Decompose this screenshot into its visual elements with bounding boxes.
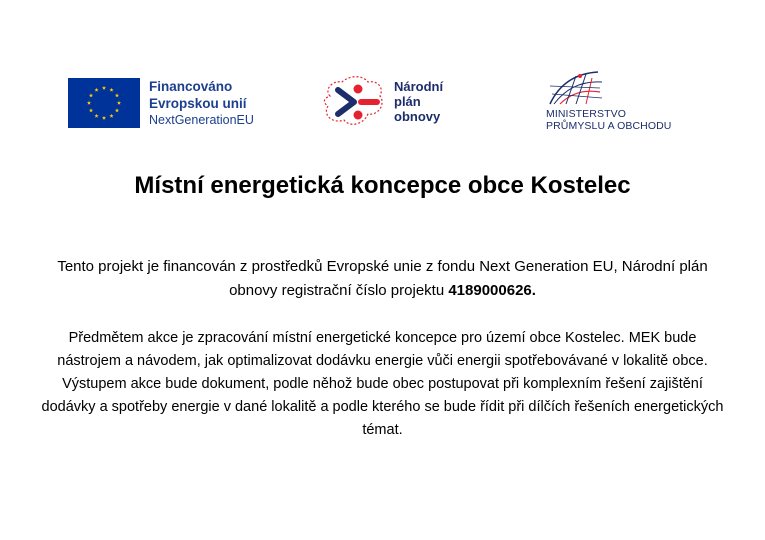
ministry-logo — [546, 70, 672, 132]
npo-logo — [318, 72, 443, 132]
eu-star-icon — [115, 93, 119, 97]
eu-star-icon — [87, 101, 91, 105]
ministry-emblem-icon — [546, 70, 604, 106]
eu-star-icon — [94, 88, 98, 92]
npo-logo-line1: Národní — [394, 78, 444, 94]
page-title: Místní energetická koncepce obce Kostelec — [134, 172, 631, 199]
eu-star-icon — [89, 108, 93, 112]
npo-logo-line3: obnovy — [394, 108, 441, 124]
eu-logo-line2: Evropskou unií — [149, 96, 247, 111]
eu-star-icon — [102, 116, 106, 120]
ministry-logo-line2: PRŮMYSLU A OBCHODU — [546, 120, 672, 132]
eu-star-icon — [89, 93, 93, 97]
description-paragraph: Předmětem akce je zpracování místní energetické koncepce pro území obce Kostelec. MEK bude nástrojem a návodem, jak optimalizovat dodávku energie vůči energii spotřebovávané v lokalitě obce. Výstupem akce bude dokument, podle něhož bude obec postupovat při komplexním řešení zajištění dodávky a spotřeby energie v dané lokalitě a podle kterého se bude řídit při dílčích řešeních energetických témat. — [41, 330, 724, 438]
npo-logo-line2: plán — [394, 93, 421, 109]
funding-paragraph — [40, 255, 725, 303]
eu-star-icon — [94, 114, 98, 118]
eu-funding-logo — [68, 78, 254, 129]
eu-star-icon — [109, 114, 113, 118]
eu-logo-line3: NextGenerationEU — [149, 113, 254, 127]
funding-text: Tento projekt je financován z prostředků Evropské unie z fondu Next Generation EU, Národní plán obnovy registrační číslo projektu — [57, 258, 708, 299]
eu-star-icon — [109, 88, 113, 92]
npo-emblem-icon — [318, 72, 388, 132]
logo-strip — [0, 0, 765, 150]
eu-flag-icon — [68, 78, 140, 128]
eu-star-icon — [115, 108, 119, 112]
eu-star-icon — [117, 101, 121, 105]
project-number: 4189000626. — [448, 282, 536, 299]
eu-star-icon — [102, 86, 106, 90]
ministry-logo-line1: MINISTERSTVO — [546, 108, 626, 120]
eu-logo-line1: Financováno — [149, 79, 233, 94]
